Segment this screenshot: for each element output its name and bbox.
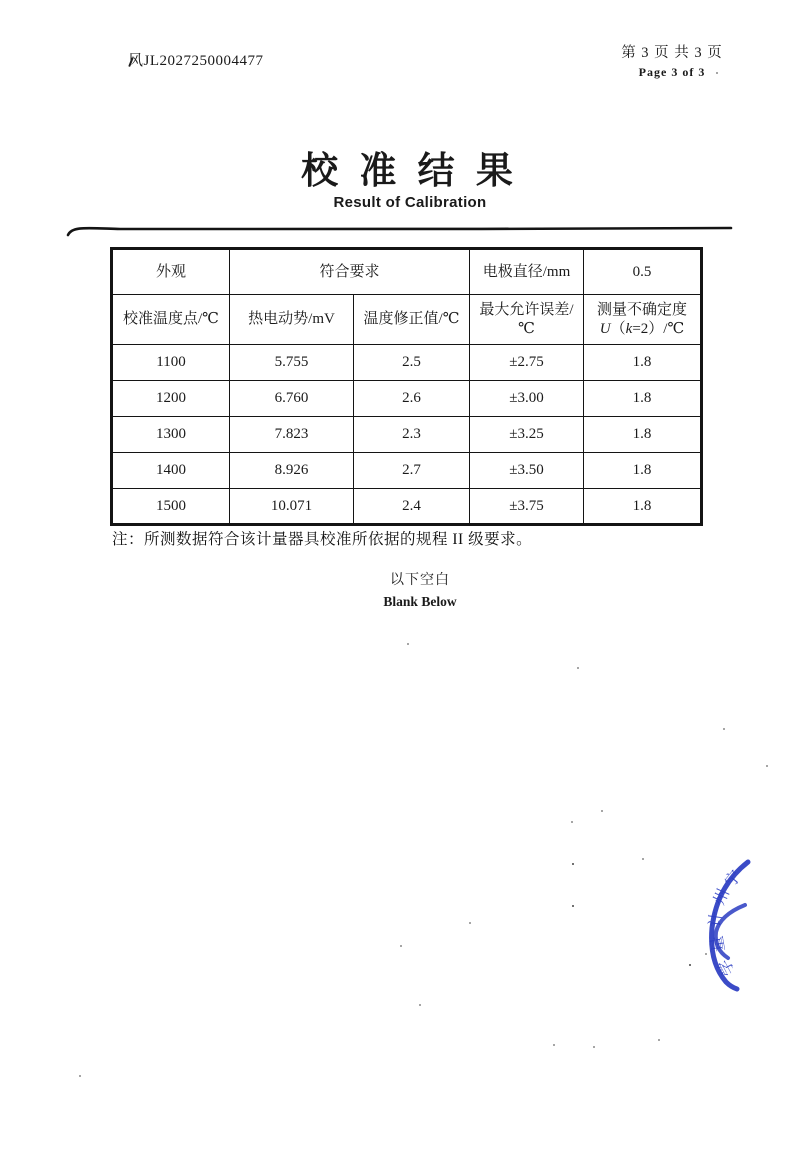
- table-cell: 10.071: [230, 489, 354, 525]
- scan-speck: [553, 1044, 555, 1046]
- scan-speck: [572, 863, 574, 865]
- table-cell: 1400: [112, 453, 230, 489]
- uncertainty-u-symbol: U: [599, 320, 611, 337]
- header-emf: 热电动势/mV: [230, 295, 354, 345]
- scan-speck: [601, 810, 603, 812]
- table-cell: 1.8: [584, 417, 702, 453]
- header-correction: 温度修正值/℃: [354, 295, 470, 345]
- table-cell: 1.8: [584, 489, 702, 525]
- table-row: [112, 489, 702, 525]
- scan-speck: [723, 728, 725, 730]
- table-cell: 2.6: [354, 381, 470, 417]
- scan-speck: [571, 821, 573, 823]
- table-cell: 8.926: [230, 453, 354, 489]
- uncertainty-paren: （: [610, 320, 626, 337]
- header-max-error: 最大允许误差/℃: [470, 295, 584, 345]
- blank-below-block: [320, 569, 520, 610]
- table-cell: ±2.75: [470, 345, 584, 381]
- title-divider-rule: [60, 218, 750, 242]
- scan-speck: [577, 667, 579, 669]
- header-uncertainty-line1: 测量不确定度: [597, 301, 688, 318]
- seal-char-1: 宁: [721, 867, 746, 891]
- seal-char-3: 计: [707, 910, 727, 929]
- scan-speck: [572, 905, 574, 907]
- scan-speck: [469, 922, 471, 924]
- scan-speck: [419, 1004, 421, 1006]
- table-cell: ±3.50: [470, 453, 584, 489]
- table-cell: 5.755: [230, 345, 354, 381]
- uncertainty-rest: =2）/℃: [632, 320, 685, 337]
- table-note: 注：所测数据符合该计量器具校准所依据的规程 II 级要求。: [112, 531, 533, 548]
- blank-below-cn: 以下空白: [390, 573, 450, 588]
- scan-speck: [593, 1046, 595, 1048]
- page-number-en: Page 3 of 3: [638, 65, 706, 79]
- electrode-label-cell: 电极直径/mm: [470, 249, 584, 295]
- scan-speck: [658, 1039, 660, 1041]
- table-cell: 1100: [112, 345, 230, 381]
- page-title: 校 准 结 果: [301, 151, 519, 192]
- table-cell: 1.8: [584, 453, 702, 489]
- scan-speck: [689, 964, 691, 966]
- header-uncertainty: [584, 295, 702, 345]
- table-cell: 7.823: [230, 417, 354, 453]
- table-row: [112, 453, 702, 489]
- table-row: [112, 417, 702, 453]
- table-cell: 1.8: [584, 345, 702, 381]
- table-row: [112, 381, 702, 417]
- table-cell: 2.5: [354, 345, 470, 381]
- certificate-number: 风JL2027250004477: [128, 53, 264, 69]
- scan-speck: [642, 858, 644, 860]
- table-cell: 6.760: [230, 381, 354, 417]
- seal-char-4: 量: [708, 934, 729, 954]
- scan-speck: [79, 1075, 81, 1077]
- uncertainty-k-symbol: k: [625, 320, 633, 337]
- scan-speck: [705, 953, 707, 955]
- scan-speck: [400, 945, 402, 947]
- table-cell: 1300: [112, 417, 230, 453]
- table-cell: 2.7: [354, 453, 470, 489]
- appearance-value-cell: 符合要求: [230, 249, 470, 295]
- table-row: [112, 345, 702, 381]
- page-number-block: [606, 41, 738, 80]
- electrode-value-cell: 0.5: [584, 249, 702, 295]
- table-cell: 1.8: [584, 381, 702, 417]
- appearance-label-cell: 外观: [112, 249, 230, 295]
- header-temperature-point: 校准温度点/℃: [112, 295, 230, 345]
- table-cell: 2.3: [354, 417, 470, 453]
- table-cell: ±3.25: [470, 417, 584, 453]
- blank-below-en: Blank Below: [383, 594, 457, 609]
- seal-char-5: 学: [715, 956, 739, 979]
- scan-speck: [407, 643, 409, 645]
- seal-char-2: 州: [710, 886, 733, 908]
- calibration-results-table: [110, 247, 703, 526]
- calibration-seal: [685, 838, 800, 1013]
- page-number-cn: 第 3 页 共 3 页: [621, 45, 723, 61]
- table-cell: 1500: [112, 489, 230, 525]
- table-cell: ±3.00: [470, 381, 584, 417]
- table-cell: 2.4: [354, 489, 470, 525]
- scan-speck: [716, 72, 718, 74]
- page-subtitle: Result of Calibration: [333, 194, 487, 211]
- table-cell: ±3.75: [470, 489, 584, 525]
- scan-speck: [766, 765, 768, 767]
- appearance-row: [112, 249, 702, 295]
- table-cell: 1200: [112, 381, 230, 417]
- table-header-row: [112, 295, 702, 345]
